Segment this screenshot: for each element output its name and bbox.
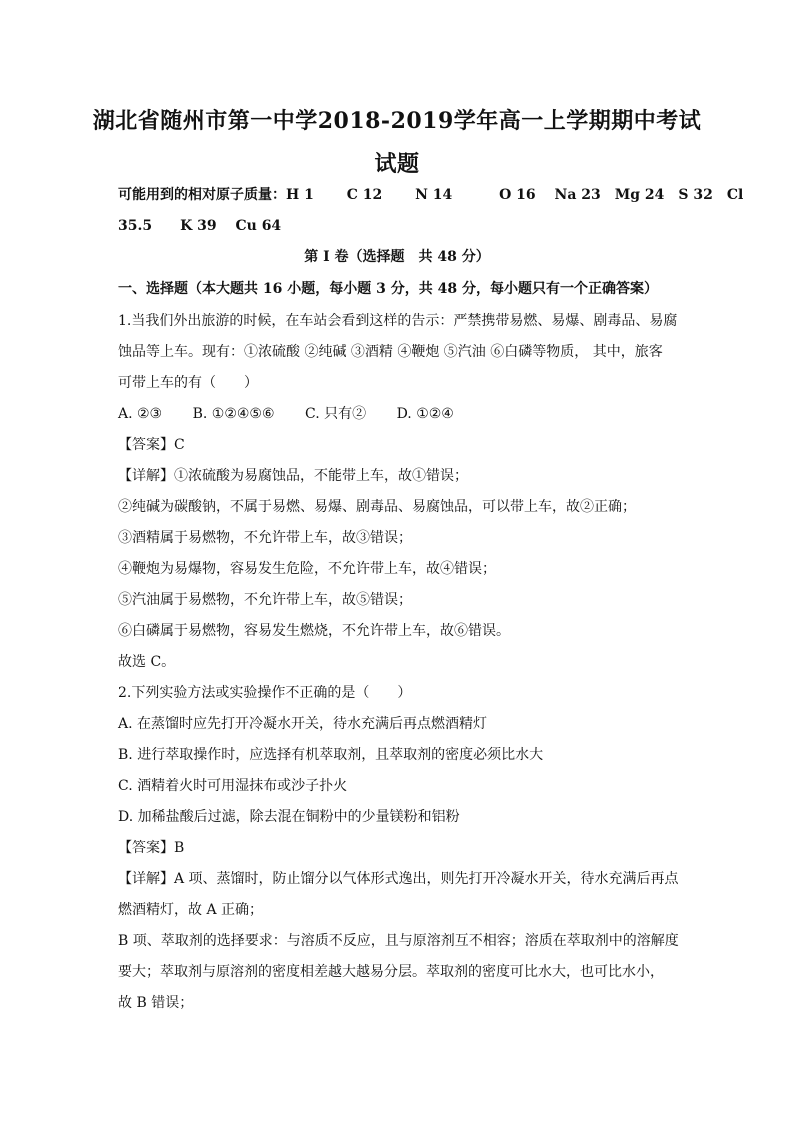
q2-option-b: B. 进行萃取操作时，应选择有机萃取剂，且萃取剂的密度必须比水大	[118, 747, 544, 763]
q2-explain-line: 【详解】A 项、蒸馏时，防止馏分以气体形式逸出，则先打开冷凝水开关，待水充满后再点	[118, 871, 679, 887]
q2-answer: 【答案】B	[118, 840, 185, 856]
q2-explain-line: 故 B 错误；	[118, 995, 194, 1011]
doc-title-line-1: 湖北省随州市第一中学2018-2019学年高一上学期期中考试	[92, 108, 702, 134]
q2-option-a: A. 在蒸馏时应先打开冷凝水开关，待水充满后再点燃酒精灯	[118, 716, 488, 732]
q1-option-a: A. ②③	[118, 406, 163, 422]
atomic-mass-line-1: 可能用到的相对原子质量：H 1 C 12 N 14 O 16 Na 23 Mg 24 S 32 Cl	[118, 187, 744, 203]
q2-explain-line: 要大；萃取剂与原溶剂的密度相差越大越易分层。萃取剂的密度可比水大，也可比水小，	[118, 964, 664, 980]
section-heading: 一、选择题（本大题共 16 小题，每小题 3 分，共 48 分，每小题只有一个正确答案）	[118, 281, 658, 297]
q2-stem: 2.下列实验方法或实验操作不正确的是（ ）	[118, 685, 412, 701]
q1-explain-line: ④鞭炮为易爆物，容易发生危险，不允许带上车，故④错误；	[118, 561, 496, 577]
q1-answer: 【答案】C	[118, 437, 185, 453]
q2-explain-line: B 项、萃取剂的选择要求：与溶质不反应，且与原溶剂互不相容；溶质在萃取剂中的溶解度	[118, 933, 679, 949]
doc-title-line-2: 试题	[374, 151, 420, 177]
q1-option-b: B. ①②④⑤⑥	[192, 406, 275, 422]
q2-explain-line: 燃酒精灯，故 A 正确；	[118, 902, 264, 918]
q1-conclusion: 故选 C。	[118, 654, 176, 670]
q1-explain-line: ②纯碱为碳酸钠，不属于易燃、易爆、剧毒品、易腐蚀品，可以带上车，故②正确；	[118, 499, 636, 515]
q2-option-d: D. 加稀盐酸后过滤，除去混在铜粉中的少量镁粉和铝粉	[118, 809, 460, 825]
q2-option-c: C. 酒精着火时可用湿抹布或沙子扑火	[118, 778, 348, 794]
q1-option-d: D. ①②④	[396, 406, 454, 422]
q1-stem-line-2: 蚀品等上车。现有：①浓硫酸 ②纯碱 ③酒精 ④鞭炮 ⑤汽油 ⑥白磷等物质， 其中，旅客	[118, 344, 663, 360]
q1-stem-line-1: 1.当我们外出旅游的时候，在车站会看到这样的告示：严禁携带易燃、易爆、剧毒品、易腐	[118, 313, 678, 329]
q1-explain-line: ⑤汽油属于易燃物，不允许带上车，故⑤错误；	[118, 592, 412, 608]
q1-option-c: C. 只有②	[304, 406, 367, 422]
q1-explain-line: 【详解】①浓硫酸为易腐蚀品，不能带上车，故①错误；	[118, 468, 468, 484]
q1-explain-line: ③酒精属于易燃物，不允许带上车，故③错误；	[118, 530, 412, 546]
q1-options	[118, 404, 678, 424]
volume-heading: 第 I 卷（选择题 共 48 分）	[304, 249, 490, 265]
atomic-mass-line-2: 35.5 K 39 Cu 64	[118, 218, 282, 234]
q1-explain-line: ⑥白磷属于易燃物，容易发生燃烧，不允许带上车，故⑥错误。	[118, 623, 510, 639]
q1-stem-line-3: 可带上车的有（ ）	[118, 375, 258, 391]
